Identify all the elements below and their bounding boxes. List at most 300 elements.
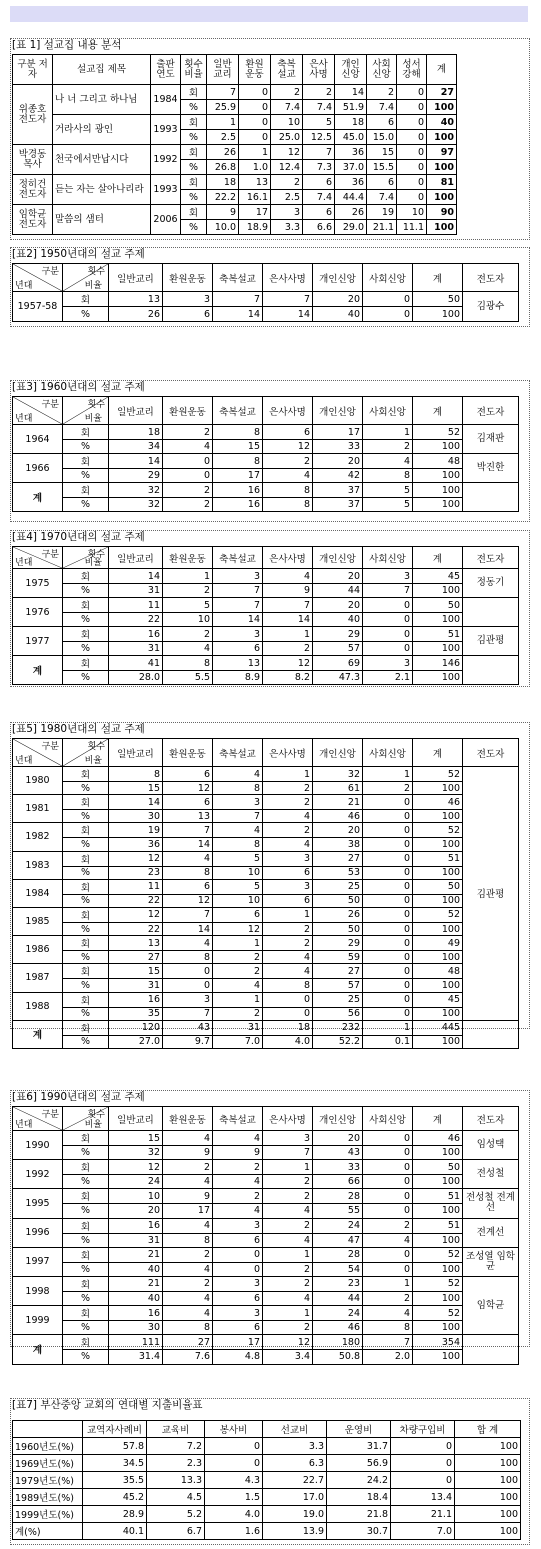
table-row	[13, 584, 519, 598]
value-cell: 0	[363, 1189, 413, 1204]
value-cell: 111	[109, 1335, 163, 1350]
value-cell: 1	[207, 115, 239, 130]
unit-cell: %	[63, 1321, 109, 1335]
value-cell: 7.0	[213, 1035, 263, 1048]
corner-label-bottom: 년대	[15, 558, 33, 568]
preacher-cell: 조성열 임학균	[463, 1247, 519, 1276]
table-row	[13, 894, 519, 907]
value-cell: 26	[207, 145, 239, 160]
value-cell: 10	[163, 613, 213, 627]
value-cell: 2	[303, 85, 335, 100]
value-cell: 8	[163, 1321, 213, 1335]
table-row	[13, 1146, 519, 1160]
value-cell: 12	[271, 145, 303, 160]
value-cell: 2	[263, 922, 313, 935]
value-cell: 12	[163, 782, 213, 795]
value-cell: 29	[109, 469, 163, 483]
table-row	[13, 1438, 521, 1455]
value-cell: 2	[263, 823, 313, 838]
value-cell: 5	[213, 851, 263, 866]
unit-cell: %	[63, 440, 109, 454]
value-cell: 4	[163, 1218, 213, 1233]
table-7	[12, 1420, 521, 1540]
value-cell: 0	[213, 1262, 263, 1276]
unit-cell: %	[63, 979, 109, 992]
value-cell: 4	[163, 1131, 213, 1146]
unit-cell: 회	[181, 175, 207, 190]
column-header: 개인신앙	[313, 547, 363, 569]
value-cell: 2	[367, 85, 397, 100]
value-cell: 31.7	[327, 1438, 391, 1455]
value-cell: 3	[263, 851, 313, 866]
value-cell: 47.3	[313, 671, 363, 685]
table-2-section	[10, 247, 528, 325]
value-cell: 4.0	[263, 1035, 313, 1048]
value-cell: 100	[455, 1489, 521, 1506]
table-row	[13, 1321, 519, 1335]
corner-label-count: 횟수	[87, 400, 105, 410]
value-cell: 100	[455, 1455, 521, 1472]
value-cell: 7	[213, 598, 263, 613]
value-cell: 4	[213, 1175, 263, 1189]
year-cell: 1964	[13, 425, 63, 454]
value-cell: 6	[213, 1321, 263, 1335]
value-cell: 27	[313, 964, 363, 979]
value-cell: 1	[213, 936, 263, 951]
preacher-cell: 김재판	[463, 425, 519, 454]
year-cell: 1986	[13, 936, 63, 964]
value-cell: 0	[397, 190, 427, 205]
title-cell: 듣는 자는 살아나리라	[53, 175, 151, 205]
value-cell: 100	[413, 671, 463, 685]
table-row	[13, 782, 519, 795]
value-cell: 0	[363, 642, 413, 656]
header-row	[13, 739, 519, 767]
table-row	[13, 1306, 519, 1321]
value-cell: 6	[263, 894, 313, 907]
value-cell: 6	[213, 1291, 263, 1305]
value-cell: 0	[363, 964, 413, 979]
value-cell: 0	[397, 85, 427, 100]
value-cell: 20	[109, 1204, 163, 1218]
value-cell: 18	[109, 425, 163, 440]
table-row	[13, 569, 519, 584]
unit-cell: 회	[63, 1335, 109, 1350]
value-cell: 0	[163, 454, 213, 469]
unit-cell: %	[63, 613, 109, 627]
table-row	[13, 1523, 521, 1540]
total-cell: 100	[427, 190, 457, 205]
corner-header	[13, 397, 63, 425]
unit-cell: 회	[63, 795, 109, 810]
value-cell: 9	[163, 1146, 213, 1160]
value-cell: 0.1	[363, 1035, 413, 1048]
value-cell: 15	[109, 782, 163, 795]
row-label: 1989년도(%)	[13, 1489, 83, 1506]
year-cell: 계	[13, 1020, 63, 1048]
unit-cell: 회	[63, 823, 109, 838]
value-cell: 3.4	[263, 1350, 313, 1364]
year-cell: 1977	[13, 627, 63, 656]
year-cell: 1982	[13, 823, 63, 851]
value-cell: 7	[163, 1007, 213, 1020]
table-row	[13, 1020, 519, 1035]
table-caption: [표3] 1960년대의 설교 주제	[12, 381, 145, 393]
value-cell: 1.5	[205, 1489, 263, 1506]
value-cell: 5	[213, 879, 263, 894]
value-cell: 16	[213, 483, 263, 498]
table-row	[13, 1276, 519, 1291]
unit-cell: %	[63, 307, 109, 322]
unit-cell: %	[63, 1291, 109, 1305]
preacher-cell-empty	[463, 1020, 519, 1048]
table-row	[13, 145, 457, 160]
value-cell: 6.3	[263, 1455, 327, 1472]
table-row	[13, 1189, 519, 1204]
unit-cell: 회	[63, 292, 109, 307]
year-cell: 1983	[13, 851, 63, 879]
value-cell: 50	[313, 894, 363, 907]
value-cell: 31	[213, 1020, 263, 1035]
column-header: 일반교리	[109, 547, 163, 569]
value-cell: 4.8	[213, 1350, 263, 1364]
column-header: 합 계	[455, 1421, 521, 1438]
value-cell: 100	[413, 1035, 463, 1048]
value-cell: 29	[313, 627, 363, 642]
column-header: 개인신앙	[313, 264, 363, 292]
value-cell: 100	[413, 1146, 463, 1160]
value-cell: 16	[109, 1306, 163, 1321]
value-cell: 57.8	[83, 1438, 147, 1455]
unit-cell: %	[63, 671, 109, 685]
unit-cell: 회	[63, 1218, 109, 1233]
unit-cell: 회	[63, 767, 109, 782]
value-cell: 0	[263, 1007, 313, 1020]
year-cell: 1993	[151, 175, 181, 205]
unit-cell: 회	[63, 627, 109, 642]
value-cell: 1	[263, 1247, 313, 1262]
value-cell: 0	[363, 1146, 413, 1160]
value-cell: 0	[363, 838, 413, 851]
column-header: 축복 설교	[271, 55, 303, 85]
row-label: 계(%)	[13, 1523, 83, 1540]
column-header: 일반교리	[109, 1107, 163, 1131]
value-cell: 4	[363, 454, 413, 469]
value-cell: 34	[109, 440, 163, 454]
value-cell: 42	[313, 469, 363, 483]
value-cell: 100	[413, 1204, 463, 1218]
value-cell: 52	[413, 1306, 463, 1321]
value-cell: 0	[239, 85, 271, 100]
value-cell: 26	[109, 307, 163, 322]
value-cell: 43	[163, 1020, 213, 1035]
value-cell: 21.1	[367, 220, 397, 235]
column-header: 일반교리	[109, 739, 163, 767]
column-header: 운영비	[327, 1421, 391, 1438]
value-cell: 0	[163, 469, 213, 483]
value-cell: 50	[413, 598, 463, 613]
table-row	[13, 1218, 519, 1233]
value-cell: 0	[363, 907, 413, 922]
year-cell: 1976	[13, 598, 63, 627]
value-cell: 7	[263, 598, 313, 613]
table-row	[13, 823, 519, 838]
value-cell: 52	[413, 767, 463, 782]
value-cell: 19	[367, 205, 397, 220]
column-header: 전도자	[463, 264, 519, 292]
preacher-cell: 임학균	[463, 1276, 519, 1334]
value-cell: 7.4	[303, 190, 335, 205]
value-cell: 15	[213, 440, 263, 454]
year-cell: 계	[13, 483, 63, 512]
table-row	[13, 454, 519, 469]
value-cell: 4	[363, 1306, 413, 1321]
unit-cell: %	[63, 1350, 109, 1364]
value-cell: 33	[313, 1160, 363, 1175]
value-cell: 1	[263, 767, 313, 782]
corner-label-ratio: 비율	[84, 281, 102, 291]
value-cell: 24	[109, 1175, 163, 1189]
value-cell: 32	[109, 1146, 163, 1160]
value-cell: 45	[413, 992, 463, 1007]
table-row	[13, 879, 519, 894]
value-cell: 7	[363, 1335, 413, 1350]
value-cell: 0	[363, 1204, 413, 1218]
unit-cell: 회	[63, 851, 109, 866]
value-cell: 1.0	[239, 160, 271, 175]
column-header: 계	[413, 1107, 463, 1131]
value-cell: 66	[313, 1175, 363, 1189]
value-cell: 0	[363, 936, 413, 951]
value-cell: 16.1	[239, 190, 271, 205]
value-cell: 48	[413, 964, 463, 979]
row-label: 1960년도(%)	[13, 1438, 83, 1455]
corner-label-top: 구분	[41, 267, 59, 277]
column-header: 사회신앙	[363, 1107, 413, 1131]
unit-cell: 회	[63, 598, 109, 613]
table-3-section	[10, 380, 528, 520]
value-cell: 46	[413, 795, 463, 810]
table-caption: [표7] 부산중앙 교회의 연대별 지출비율표	[12, 1399, 203, 1411]
value-cell: 12	[109, 907, 163, 922]
value-cell: 4	[263, 1233, 313, 1247]
value-cell: 27	[163, 1335, 213, 1350]
column-header: 사회신앙	[363, 397, 413, 425]
value-cell: 0	[363, 810, 413, 823]
value-cell: 100	[413, 810, 463, 823]
year-cell: 1984	[151, 85, 181, 115]
column-header: 은사사명	[263, 264, 313, 292]
author-cell: 박경동 목사	[13, 145, 53, 175]
value-cell: 3	[213, 1276, 263, 1291]
value-cell: 6	[163, 795, 213, 810]
value-cell: 22	[109, 922, 163, 935]
value-cell: 43	[313, 1146, 363, 1160]
value-cell: 25	[313, 992, 363, 1007]
value-cell: 0	[391, 1438, 455, 1455]
table-row	[13, 795, 519, 810]
value-cell: 0	[363, 879, 413, 894]
value-cell: 3	[271, 205, 303, 220]
unit-cell: 회	[181, 115, 207, 130]
unit-cell: 회	[63, 907, 109, 922]
value-cell: 4	[163, 1262, 213, 1276]
corner-label-ratio: 비율	[84, 756, 102, 766]
unit-cell: 회	[181, 205, 207, 220]
value-cell: 28	[313, 1247, 363, 1262]
value-cell: 30.7	[327, 1523, 391, 1540]
value-cell: 3	[363, 569, 413, 584]
value-cell: 1	[363, 1276, 413, 1291]
value-cell: 14	[213, 307, 263, 322]
table-row	[13, 1291, 519, 1305]
table-row	[13, 838, 519, 851]
value-cell: 16	[213, 498, 263, 512]
value-cell: 36	[109, 838, 163, 851]
value-cell: 180	[313, 1335, 363, 1350]
value-cell: 8	[109, 767, 163, 782]
corner-label-count: 횟수	[87, 550, 105, 560]
value-cell: 0	[397, 100, 427, 115]
value-cell: 5	[163, 598, 213, 613]
value-cell: 7.4	[367, 100, 397, 115]
value-cell: 6	[263, 866, 313, 879]
value-cell: 146	[413, 656, 463, 671]
year-cell: 1993	[151, 115, 181, 145]
table-row	[13, 613, 519, 627]
value-cell: 59	[313, 951, 363, 964]
corner-header-ratio	[63, 397, 109, 425]
title-cell: 나 너 그리고 하나님	[53, 85, 151, 115]
value-cell: 1	[163, 569, 213, 584]
value-cell: 10	[271, 115, 303, 130]
value-cell: 2	[363, 1218, 413, 1233]
value-cell: 18	[335, 115, 367, 130]
column-header: 성서 강해	[397, 55, 427, 85]
unit-cell: %	[181, 100, 207, 115]
value-cell: 120	[109, 1020, 163, 1035]
value-cell: 3.3	[271, 220, 303, 235]
value-cell: 0	[363, 1131, 413, 1146]
table-row	[13, 1350, 519, 1364]
value-cell: 8	[213, 425, 263, 440]
value-cell: 52	[413, 1247, 463, 1262]
value-cell: 4	[213, 767, 263, 782]
value-cell: 7.2	[147, 1438, 205, 1455]
value-cell: 2	[163, 483, 213, 498]
unit-cell: %	[63, 1175, 109, 1189]
value-cell: 3	[263, 879, 313, 894]
table-row	[13, 627, 519, 642]
value-cell: 5	[363, 498, 413, 512]
value-cell: 2	[163, 498, 213, 512]
value-cell: 9.7	[163, 1035, 213, 1048]
value-cell: 0	[263, 992, 313, 1007]
table-row	[13, 1506, 521, 1523]
value-cell: 8	[363, 1321, 413, 1335]
column-header: 교육비	[147, 1421, 205, 1438]
value-cell: 31.4	[109, 1350, 163, 1364]
corner-label-top: 구분	[41, 1110, 59, 1120]
value-cell: 12	[263, 1335, 313, 1350]
header-row	[13, 264, 519, 292]
value-cell: 26	[335, 205, 367, 220]
value-cell: 13	[163, 810, 213, 823]
value-cell: 5.2	[147, 1506, 205, 1523]
value-cell: 100	[413, 1262, 463, 1276]
unit-cell: %	[181, 160, 207, 175]
value-cell: 2	[263, 1175, 313, 1189]
value-cell: 18	[263, 1020, 313, 1035]
table-row	[13, 469, 519, 483]
value-cell: 7	[163, 907, 213, 922]
unit-cell: 회	[63, 1160, 109, 1175]
value-cell: 0	[391, 1455, 455, 1472]
value-cell: 16	[109, 627, 163, 642]
value-cell: 12	[263, 656, 313, 671]
value-cell: 18	[207, 175, 239, 190]
value-cell: 3	[263, 1131, 313, 1146]
value-cell: 0	[363, 851, 413, 866]
value-cell: 4	[263, 964, 313, 979]
value-cell: 8	[163, 1233, 213, 1247]
value-cell: 2	[263, 936, 313, 951]
value-cell: 100	[455, 1438, 521, 1455]
table-2	[12, 263, 519, 322]
value-cell: 0	[363, 922, 413, 935]
value-cell: 7	[207, 85, 239, 100]
value-cell: 22.2	[207, 190, 239, 205]
table-row	[13, 175, 457, 190]
value-cell: 20	[313, 569, 363, 584]
year-cell: 1975	[13, 569, 63, 598]
unit-cell: %	[181, 190, 207, 205]
value-cell: 48	[413, 454, 463, 469]
value-cell: 2	[213, 1007, 263, 1020]
author-cell: 정히건 전도자	[13, 175, 53, 205]
value-cell: 17	[163, 1204, 213, 1218]
table-row	[13, 483, 519, 498]
value-cell: 46	[313, 1321, 363, 1335]
header-row	[13, 547, 519, 569]
unit-cell: 회	[63, 1276, 109, 1291]
value-cell: 8	[263, 483, 313, 498]
column-header: 개인 신앙	[335, 55, 367, 85]
value-cell: 4.5	[147, 1489, 205, 1506]
value-cell: 100	[413, 1233, 463, 1247]
value-cell: 13	[109, 936, 163, 951]
value-cell: 14	[109, 454, 163, 469]
value-cell: 7.4	[271, 100, 303, 115]
value-cell: 4	[163, 642, 213, 656]
value-cell: 2	[163, 1160, 213, 1175]
value-cell: 5	[303, 115, 335, 130]
value-cell: 0	[397, 160, 427, 175]
preacher-cell: 김광수	[463, 292, 519, 322]
value-cell: 55	[313, 1204, 363, 1218]
value-cell: 21	[109, 1276, 163, 1291]
column-header: 축복설교	[213, 739, 263, 767]
value-cell: 22	[109, 894, 163, 907]
value-cell: 45.0	[335, 130, 367, 145]
value-cell: 52	[413, 1276, 463, 1291]
value-cell: 41	[109, 656, 163, 671]
table-7-section	[10, 1398, 528, 1543]
value-cell: 0	[363, 598, 413, 613]
value-cell: 0	[363, 992, 413, 1007]
value-cell: 32	[313, 767, 363, 782]
value-cell: 7	[213, 584, 263, 598]
